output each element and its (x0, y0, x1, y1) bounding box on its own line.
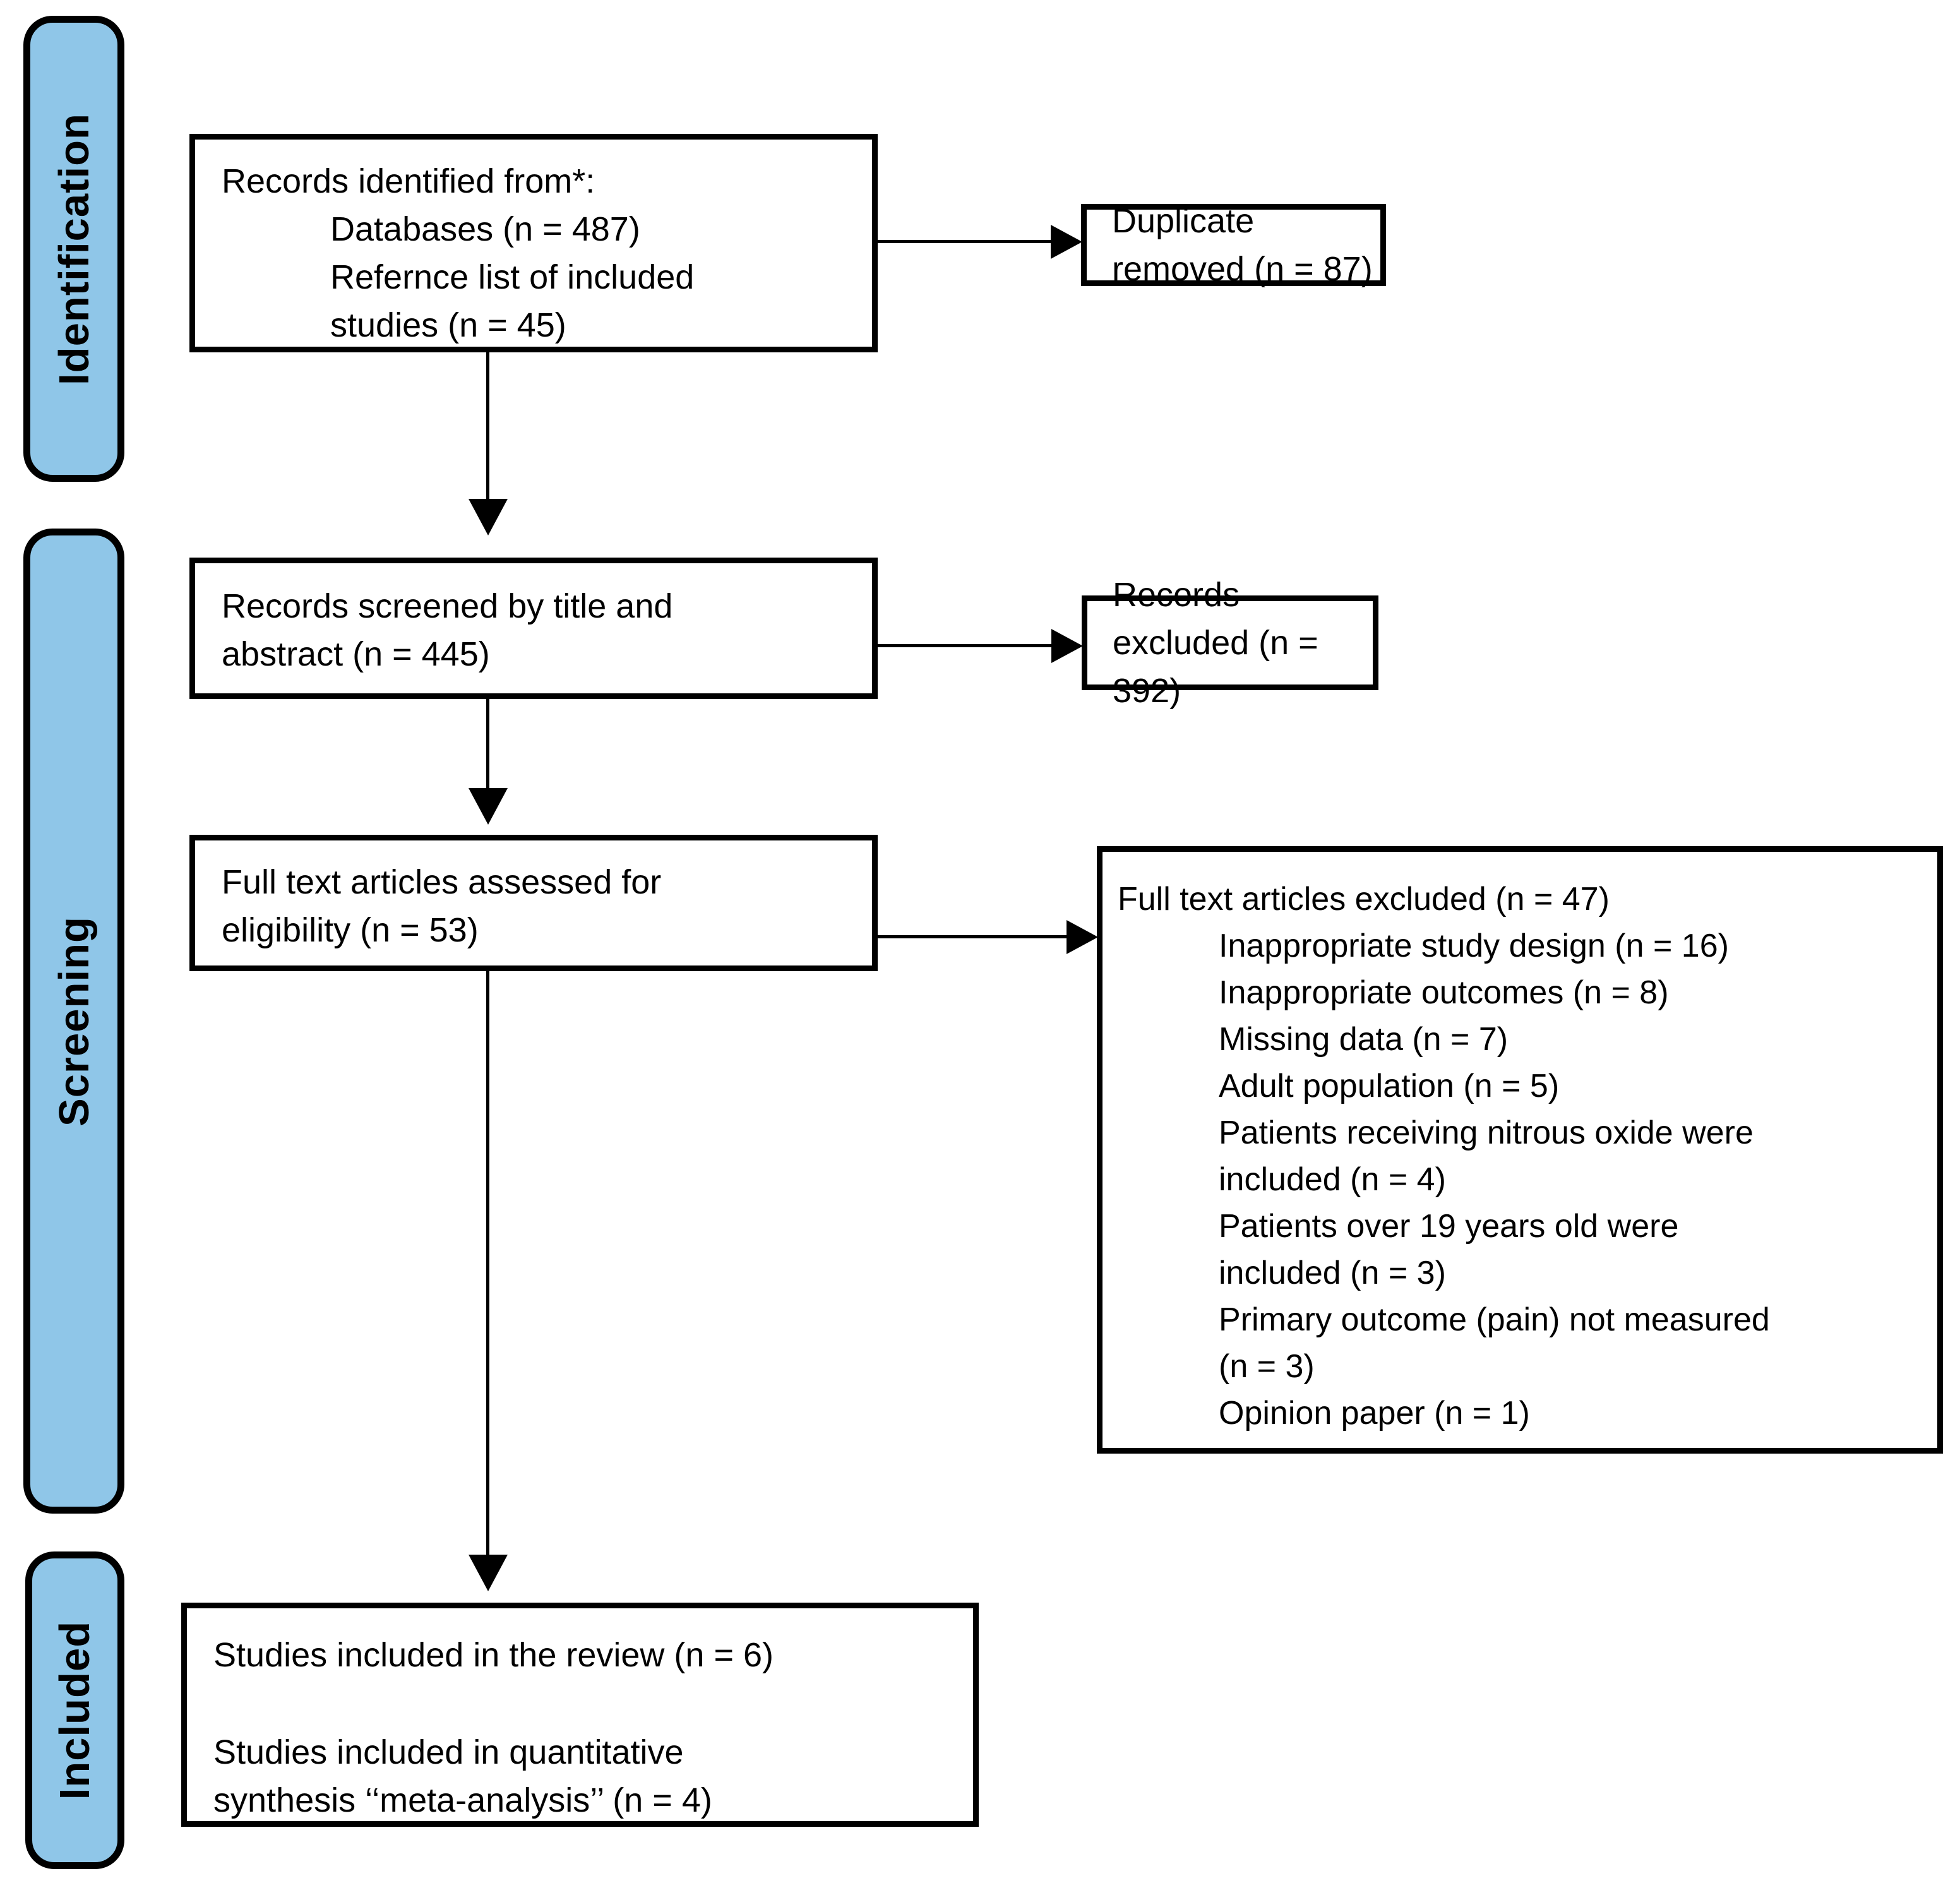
stage-screening (23, 529, 124, 1514)
box-records-identified (189, 134, 878, 352)
records-screened-line: Records screened by title and (222, 587, 673, 625)
exclusion-reason: Missing data (n = 7) (1219, 1021, 1509, 1058)
studies-included-line: synthesis ‘‘meta-analysis’’ (n = 4) (213, 1781, 712, 1819)
records-identified-line: Databases (n = 487) (330, 210, 640, 248)
blank-line (213, 1679, 954, 1728)
fulltext-assessed-line: eligibility (n = 53) (222, 911, 479, 949)
exclusion-reason: Primary outcome (pain) not measured (1219, 1301, 1770, 1338)
arrow-head-right-icon (1067, 920, 1098, 954)
duplicate-removed-label: Duplicate removed (n = 87) (1112, 202, 1373, 288)
exclusion-reason: included (n = 3) (1219, 1255, 1446, 1291)
studies-included-line: Studies included in quantitative (213, 1733, 684, 1771)
records-excluded-label: Records excluded (n = 392) (1113, 576, 1318, 710)
stage-identification (23, 16, 124, 482)
box-records-excluded (1082, 576, 1378, 710)
fulltext-assessed-line: Full text articles assessed for (222, 863, 662, 901)
arrow-head-right-icon (1051, 225, 1082, 259)
box-fulltext-assessed (189, 835, 878, 971)
exclusion-reason: Patients receiving nitrous oxide were (1219, 1115, 1754, 1151)
arrow-line (486, 971, 489, 1556)
records-identified-line: Records identified from*: (222, 162, 595, 200)
arrow-head-down-icon (469, 788, 508, 825)
studies-included-line: Studies included in the review (n = 6) (213, 1636, 774, 1674)
exclusion-reason: Patients over 19 years old were (1219, 1208, 1679, 1245)
arrow-head-down-icon (469, 499, 508, 535)
arrow-line (878, 935, 1068, 938)
exclusion-reason: Inappropriate study design (n = 16) (1219, 928, 1729, 964)
exclusion-reason: (n = 3) (1219, 1348, 1315, 1385)
arrow-line (486, 352, 489, 500)
fulltext-excluded-title: Full text articles excluded (n = 47) (1118, 881, 1610, 918)
arrow-head-down-icon (469, 1555, 508, 1591)
exclusion-reason: Adult population (n = 5) (1219, 1068, 1560, 1104)
stage-included-label: Included (51, 1620, 99, 1800)
arrow-head-right-icon (1051, 629, 1083, 663)
box-records-screened (189, 558, 878, 699)
box-fulltext-excluded (1097, 846, 1943, 1454)
records-identified-line: studies (n = 45) (330, 306, 566, 344)
records-screened-line: abstract (n = 445) (222, 635, 490, 673)
stage-identification-label: Identification (50, 112, 98, 385)
records-identified-line: Refernce list of included (330, 258, 695, 296)
stage-screening-label: Screening (50, 916, 98, 1127)
arrow-line (486, 699, 489, 789)
exclusion-reason: Opinion paper (n = 1) (1219, 1395, 1530, 1432)
arrow-line (878, 240, 1052, 243)
stage-included (25, 1551, 124, 1869)
exclusion-reason: included (n = 4) (1219, 1161, 1446, 1198)
box-studies-included (181, 1603, 979, 1827)
box-duplicate-removed (1081, 204, 1386, 286)
exclusion-reason: Inappropriate outcomes (n = 8) (1219, 974, 1669, 1011)
arrow-line (878, 644, 1053, 647)
